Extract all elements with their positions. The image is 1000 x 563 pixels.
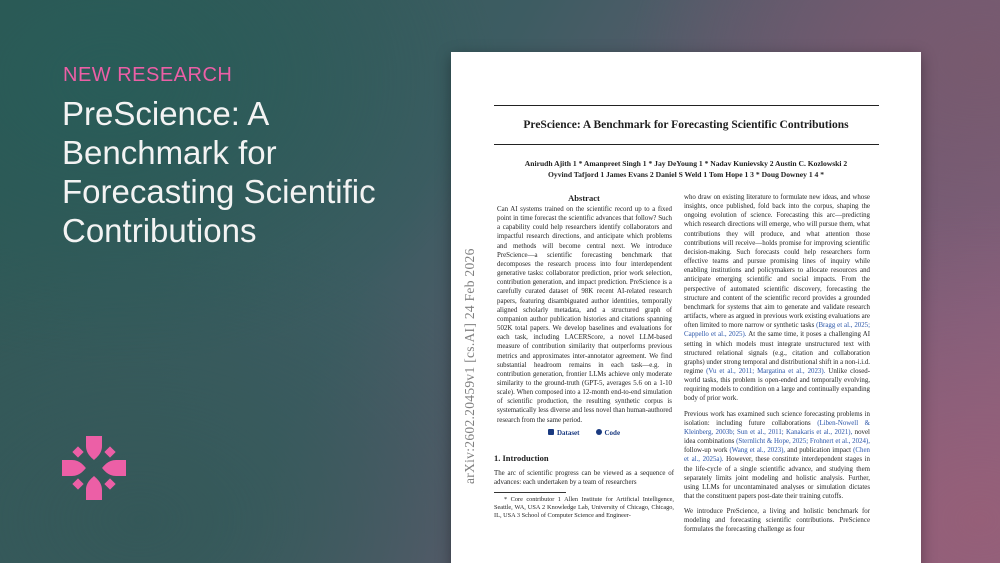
right-paragraph-2 <box>684 410 870 502</box>
para2-c: follow-up work <box>684 447 730 455</box>
database-icon <box>548 429 554 435</box>
title-rule-top <box>494 105 879 106</box>
author-list <box>491 158 881 180</box>
authors-line-1: Anirudh Ajith 1 * Amanpreet Singh 1 * Jay DeYoung 1 * Nadav Kunievsky 2 Austin C. Kozlowski 2 <box>524 159 848 168</box>
title-rule-bottom <box>494 144 879 145</box>
intro-text: The arc of scientific progress can be viewed as a sequence of advances: each undertaken by a team of researchers <box>494 469 674 486</box>
citation-link[interactable]: (Vu et al., 2011; Margatina et al., 2023). <box>706 367 826 375</box>
paper-page <box>451 52 921 563</box>
dataset-label: Dataset <box>556 428 580 437</box>
abstract-heading: Abstract <box>568 193 600 203</box>
code-label: Code <box>604 428 621 437</box>
paper-title: PreScience: A Benchmark for Forecasting Scientific Contributions <box>523 119 849 131</box>
citation-link[interactable]: (Wang et al., 2023), <box>729 447 786 455</box>
footnote-rule <box>494 492 566 493</box>
github-icon <box>596 429 602 435</box>
citation-link[interactable]: (Liben-Nowell & Kleinberg, 2003b; Sun et al., 2011; Kanakaris et al., 2021), <box>684 419 870 436</box>
authors-line-2: Oyvind Tafjord 1 James Evans 2 Daniel S Weld 1 Tom Hope 1 3 * Doug Downey 1 4 * <box>547 170 825 179</box>
para2-e: However, these constitute interdependent stages in the life-cycle of a single scientific advance, and studying them separately limits joint modeling and holistic analysis. Further, using LLMs for uncontaminated analyses or simulation dictates that the constituent papers post-date their training cutoffs. <box>684 456 870 500</box>
eyebrow-label: NEW RESEARCH <box>63 64 233 86</box>
citation-link[interactable]: (Sternlicht & Hope, 2025; Frohnert et al., 2024), <box>736 438 870 446</box>
para1-end: Unlike closed-world tasks, this problem is open-ended and temporally evolving, requiring models to condition on a large and continually expanding body of prior work. <box>684 367 870 403</box>
code-link[interactable] <box>596 429 621 437</box>
intro-heading: 1. Introduction <box>494 452 549 463</box>
para2-d: and publication impact <box>785 447 854 455</box>
right-paragraph-1 <box>684 193 870 404</box>
citation-link[interactable]: (Bragg et al., 2025; Cappello et al., 2025). <box>684 322 871 339</box>
citation-link[interactable]: (Chen et al., 2025a). <box>684 447 870 464</box>
dataset-link[interactable] <box>548 429 580 437</box>
para2-b: novel idea combinations <box>684 428 870 446</box>
right-paragraph-3: We introduce PreScience, a living and holistic benchmark for modeling and forecasting scientific contributions. PreScience formulates the forecasting challenge as four <box>684 508 870 534</box>
para1-tail: At the same time, it poses a challenging AI setting in which models must integrate unstructured text with structured relational signals (e.g., citation and collaboration graphs) under strong temporal and distributional shift in a non-i.i.d. regime <box>684 331 871 375</box>
arxiv-stamp: arXiv:2602.20459v1 [cs.AI] 24 Feb 2026 <box>462 248 477 484</box>
left-column <box>494 193 674 521</box>
para1-text: who draw on existing literature to formulate new ideas, and whose insights, once published, fold back into the corpus, shaping the ongoing evolution of science. Forecasting this arc—predicting which research directions will emerge, who will pursue them, what contributions they will produce, and what attention those contributions will receive—holds promise for improving scientific decision-making. Such forecasts could help researchers form effective teams and pursue promising lines of inquiry while enabling institutions and policymakers to allocate resources and anticipate emerging scientific and social impacts. From the perspective of automated scientific discovery, forecasting the structure and content of the scientific record provides a grounded benchmark for systems that aim to generate and validate research artifacts, where as argued in previous work existing evaluations are often limited to more narrow or synthetic tasks <box>684 194 870 330</box>
right-column <box>684 193 870 535</box>
resource-links <box>494 429 674 437</box>
footnote-text: * Core contributor 1 Allen Institute for Artificial Intelligence, Seattle, WA, USA 2 Knowledge Lab, University of Chicago, Chicago, IL, USA 3 School of Computer Science and Engineer- <box>494 496 674 520</box>
para2-a: Previous work has examined such science forecasting problems in isolation: including future collaborations <box>684 410 870 427</box>
headline: PreScience: A Benchmark for Forecasting Scientific Contributions <box>62 95 376 249</box>
abstract-text: Can AI systems trained on the scientific record up to a fixed point in time forecast the scientific advances that follow? Such a capability could help researchers identify collaborators and impactful research directions, and anticipate which problems and methods will become central next. We introduce PreScience—a scientific forecasting benchmark that decomposes the research process into four interdependent generative tasks: collaborator prediction, prior work selection, contribution generation, and impact prediction. PreScience is a carefully curated dataset of 98K recent AI-related research papers, featuring disambiguated author identities, temporally aligned scholarly metadata, and a structured graph of companion author publication histories and citations spanning 502K total papers. We develop baselines and evaluations for each task, including LACERScore, a novel LLM-based measure of contribution similarity that outperforms previous metrics and approximates inter-annotator agreement. We find substantial headroom remains in each task—e.g. in contribution generation, frontier LLMs achieve only moderate similarity to the ground-truth (GPT-5, averages 5.6 on a 1-10 scale). When composed into a 12-month end-to-end simulation of scientific production, the resulting synthetic corpus is systematically less diverse and less novel than human-authored research from the same period. <box>497 206 672 424</box>
sparkle-cross-logo-icon <box>62 436 126 500</box>
